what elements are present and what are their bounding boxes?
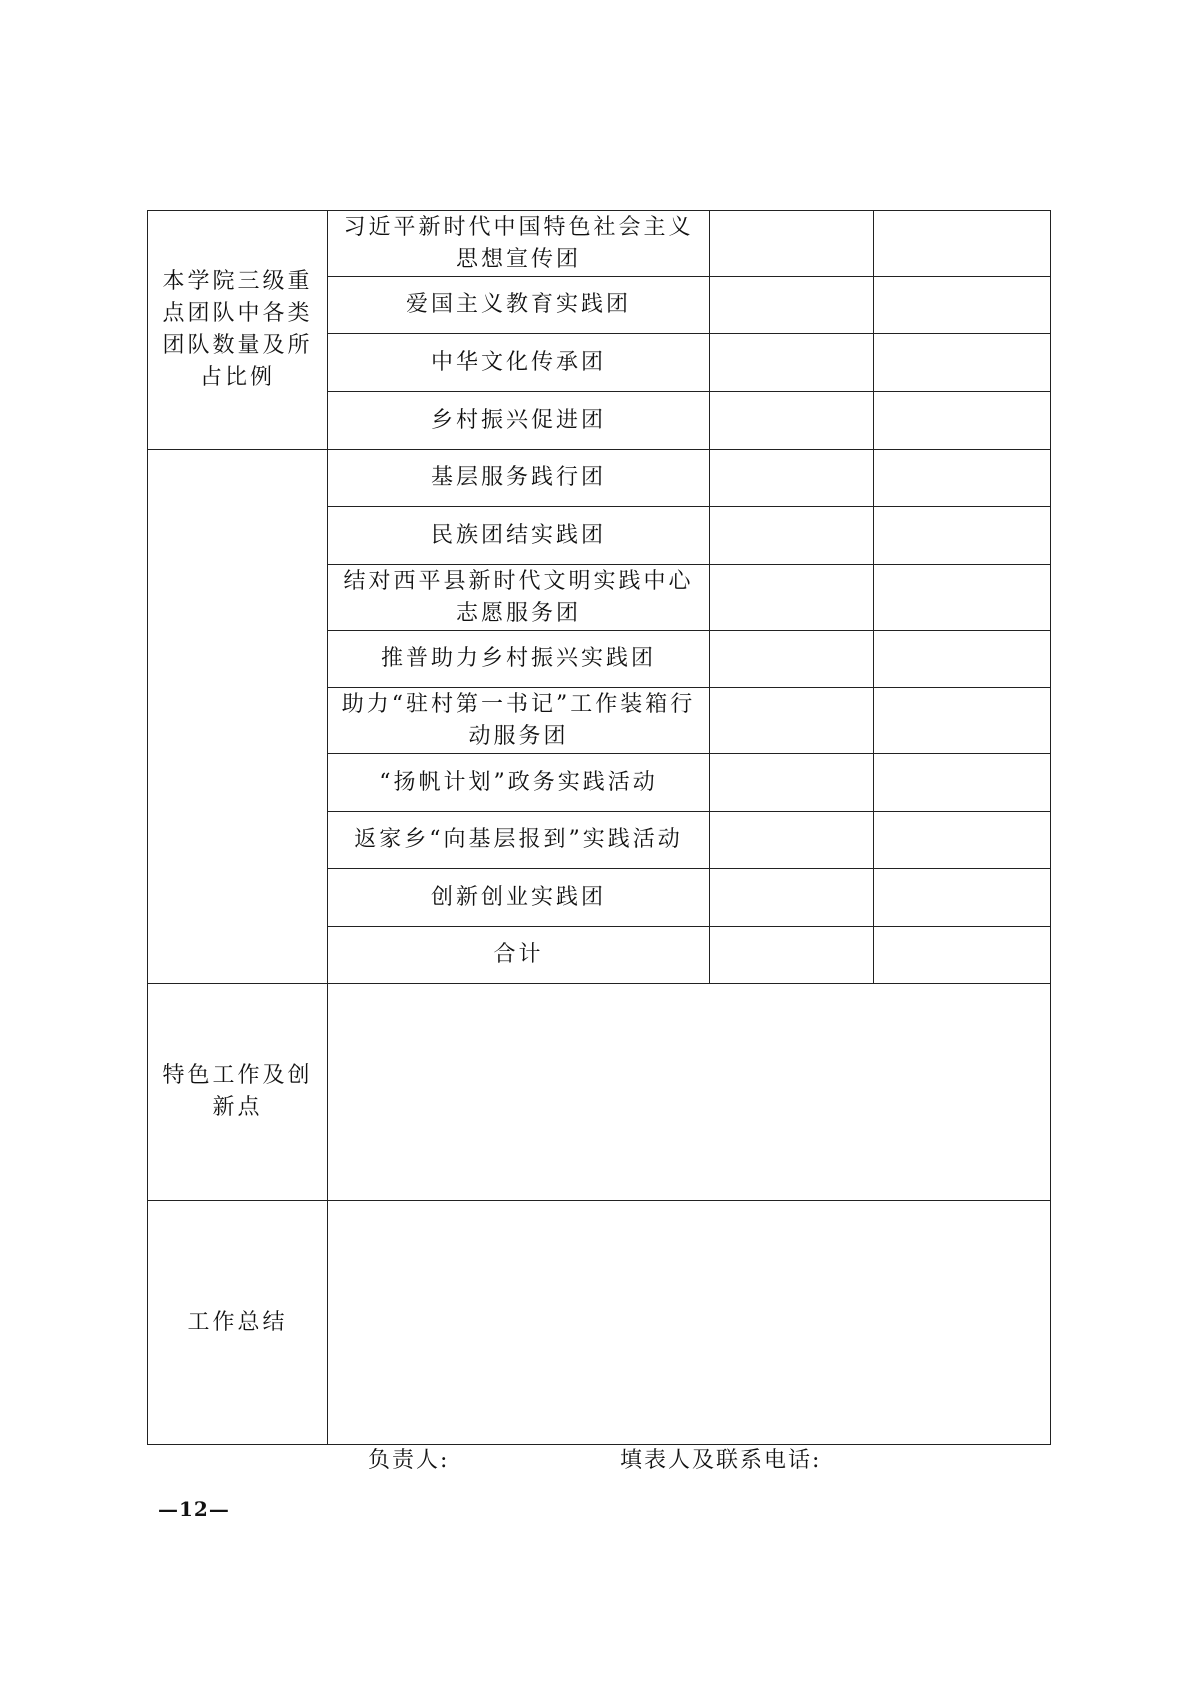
team-type-cell: “扬帆计划”政务实践活动 — [328, 754, 710, 812]
table-row — [148, 450, 1051, 507]
total-count-cell[interactable] — [710, 927, 874, 984]
count-cell[interactable] — [710, 565, 874, 631]
total-label-cell: 合计 — [328, 927, 710, 984]
team-type-cell: 推普助力乡村振兴实践团 — [328, 631, 710, 688]
ratio-cell[interactable] — [874, 869, 1051, 927]
team-type-cell: 结对西平县新时代文明实践中心志愿服务团 — [328, 565, 710, 631]
team-type-cell: 习近平新时代中国特色社会主义思想宣传团 — [328, 211, 710, 277]
team-type-cell: 民族团结实践团 — [328, 507, 710, 565]
count-cell[interactable] — [710, 392, 874, 450]
count-cell[interactable] — [710, 507, 874, 565]
ratio-cell[interactable] — [874, 812, 1051, 869]
ratio-cell[interactable] — [874, 631, 1051, 688]
team-type-cell: 返家乡“向基层报到”实践活动 — [328, 812, 710, 869]
team-type-cell: 中华文化传承团 — [328, 334, 710, 392]
ratio-cell[interactable] — [874, 507, 1051, 565]
team-type-cell: 助力“驻村第一书记”工作装箱行动服务团 — [328, 688, 710, 754]
team-type-cell: 基层服务践行团 — [328, 450, 710, 507]
count-cell[interactable] — [710, 812, 874, 869]
table-row — [148, 984, 1051, 1201]
report-form-table — [147, 210, 1051, 1445]
count-cell[interactable] — [710, 754, 874, 812]
table-row — [148, 1201, 1051, 1445]
count-cell[interactable] — [710, 869, 874, 927]
ratio-cell[interactable] — [874, 754, 1051, 812]
count-cell[interactable] — [710, 631, 874, 688]
team-type-cell: 乡村振兴促进团 — [328, 392, 710, 450]
ratio-cell[interactable] — [874, 334, 1051, 392]
table-row — [148, 211, 1051, 277]
group-label-cell-empty — [148, 450, 328, 984]
count-cell[interactable] — [710, 450, 874, 507]
ratio-cell[interactable] — [874, 688, 1051, 754]
feature-label-cell: 特色工作及创新点 — [148, 984, 328, 1201]
count-cell[interactable] — [710, 211, 874, 277]
summary-label-cell: 工作总结 — [148, 1201, 328, 1445]
team-type-cell: 创新创业实践团 — [328, 869, 710, 927]
ratio-cell[interactable] — [874, 211, 1051, 277]
group-label-cell: 本学院三级重点团队中各类团队数量及所占比例 — [148, 211, 328, 450]
total-ratio-cell[interactable] — [874, 927, 1051, 984]
page-number: —12— — [158, 1497, 230, 1521]
responsible-person-label: 负责人: — [368, 1448, 450, 1473]
ratio-cell[interactable] — [874, 450, 1051, 507]
feature-content-field[interactable] — [328, 984, 1051, 1201]
ratio-cell[interactable] — [874, 392, 1051, 450]
summary-content-field[interactable] — [328, 1201, 1051, 1445]
count-cell[interactable] — [710, 277, 874, 334]
ratio-cell[interactable] — [874, 565, 1051, 631]
ratio-cell[interactable] — [874, 277, 1051, 334]
count-cell[interactable] — [710, 688, 874, 754]
team-type-cell: 爱国主义教育实践团 — [328, 277, 710, 334]
count-cell[interactable] — [710, 334, 874, 392]
filler-contact-label: 填表人及联系电话: — [620, 1448, 822, 1473]
